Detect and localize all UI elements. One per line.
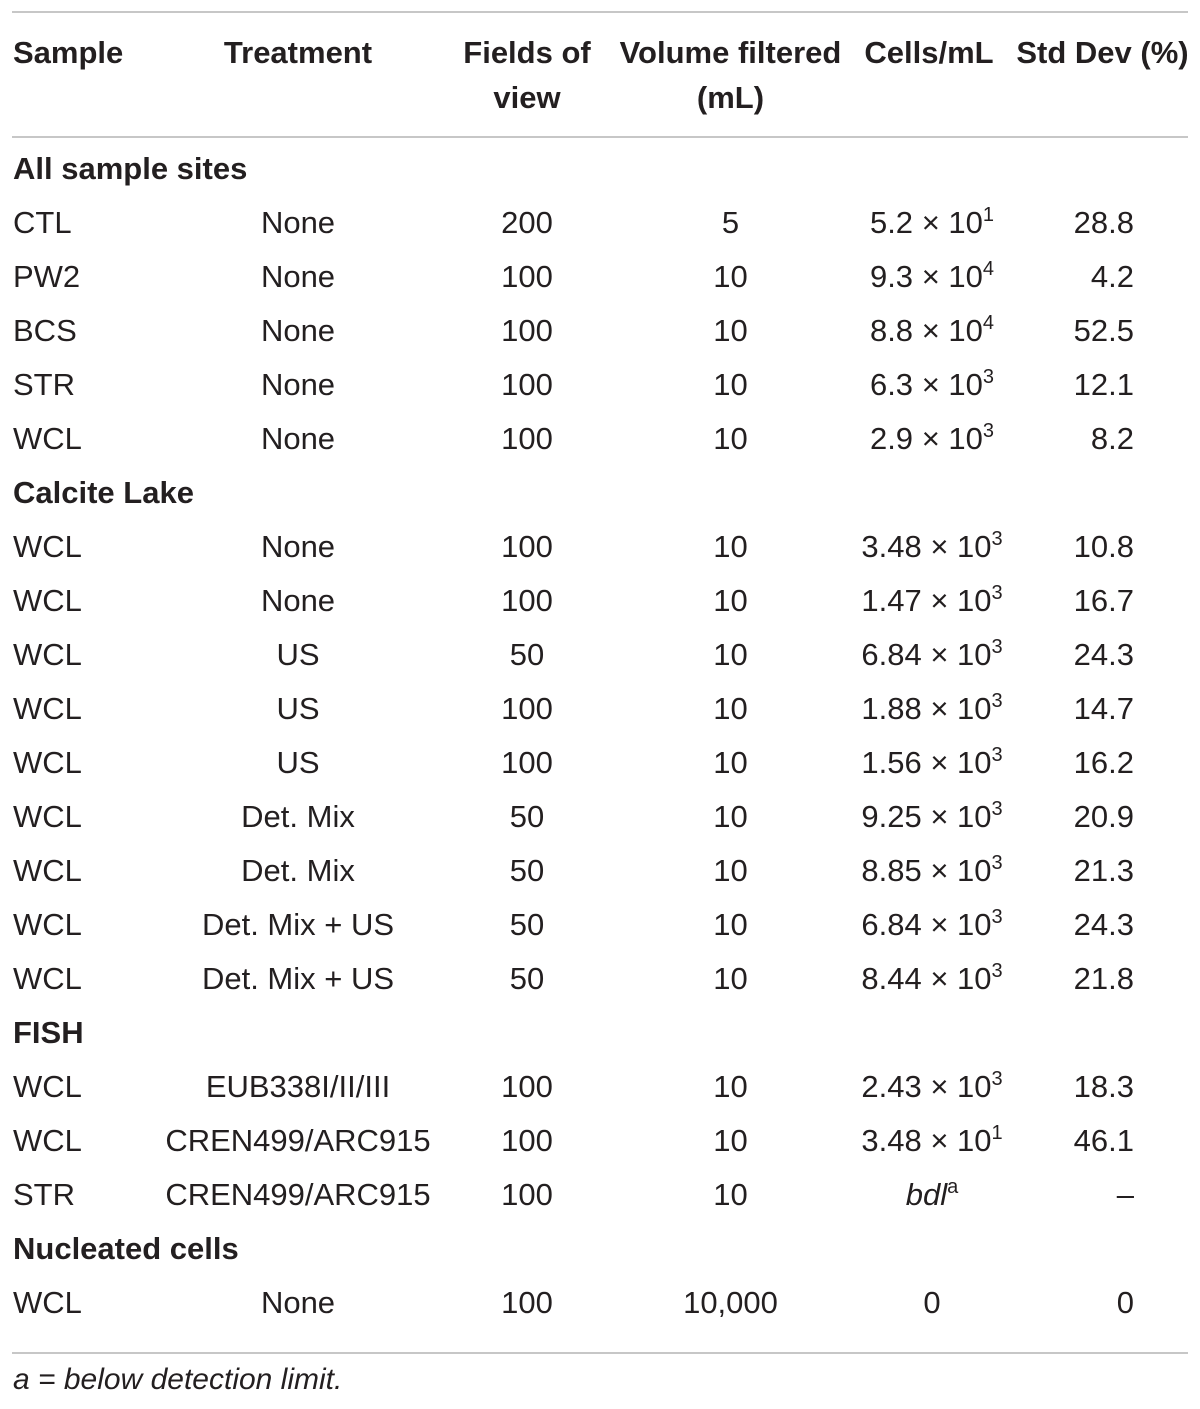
table-body <box>0 126 1200 1330</box>
cells-mantissa: 8.44 <box>861 961 922 996</box>
footnote-marker: a <box>947 1176 959 1198</box>
std-dev-cell: 12.1 <box>1073 367 1134 402</box>
times-sign: × <box>930 637 949 672</box>
cells-exponent: 1 <box>991 1122 1003 1144</box>
section-row <box>0 142 1200 196</box>
cells-per-ml-cell <box>853 520 1005 574</box>
table-row <box>0 844 1200 898</box>
cells-base: 10 <box>957 691 992 726</box>
times-sign: × <box>930 907 949 942</box>
std-dev-cell: 20.9 <box>1073 799 1134 834</box>
std-dev-cell: 21.8 <box>1073 961 1134 996</box>
std-dev-cell: 0 <box>1116 1285 1134 1320</box>
col-header-volume-filtered: Volume filtered (mL) <box>619 35 842 115</box>
times-sign: × <box>930 583 949 618</box>
section-title: All sample sites <box>13 151 248 186</box>
table-row <box>0 574 1200 628</box>
treatment-cell: Det. Mix + US <box>201 961 395 996</box>
cells-mantissa: 2.9 <box>869 421 914 456</box>
volume-filtered-cell: 10 <box>713 691 748 726</box>
std-dev-cell: 14.7 <box>1073 691 1134 726</box>
treatment-cell: None <box>260 583 336 618</box>
volume-filtered-cell: 10 <box>713 961 748 996</box>
sample-cell: WCL <box>13 691 82 726</box>
fields-of-view-cell: 100 <box>501 1285 553 1320</box>
treatment-cell: CREN499/ARC915 <box>165 1177 431 1212</box>
std-dev-cell: 16.7 <box>1073 583 1134 618</box>
volume-filtered-cell: 10 <box>713 1123 748 1158</box>
table-row <box>0 304 1200 358</box>
cells-per-ml-cell <box>853 628 1005 682</box>
table-row <box>0 898 1200 952</box>
volume-filtered-cell: 10 <box>713 529 748 564</box>
cells-exponent: 3 <box>991 744 1003 766</box>
cells-exponent: 3 <box>991 960 1003 982</box>
table-row <box>0 1276 1200 1330</box>
fields-of-view-cell: 100 <box>501 367 553 402</box>
col-header-treatment: Treatment <box>223 35 373 70</box>
times-sign: × <box>921 367 940 402</box>
cells-base: 10 <box>948 367 983 402</box>
cells-exponent: 4 <box>982 258 995 280</box>
cells-per-ml-cell <box>853 1276 1005 1330</box>
times-sign: × <box>930 799 949 834</box>
cells-base: 10 <box>957 745 992 780</box>
std-dev-cell: 8.2 <box>1090 421 1134 456</box>
cells-base: 10 <box>957 583 992 618</box>
times-sign: × <box>930 853 949 888</box>
cells-per-ml-cell <box>853 1114 1005 1168</box>
volume-filtered-cell: 10 <box>713 313 748 348</box>
fields-of-view-cell: 100 <box>501 529 553 564</box>
fields-of-view-cell: 100 <box>501 691 553 726</box>
cells-per-ml-cell <box>853 304 1005 358</box>
volume-filtered-cell: 10,000 <box>683 1285 778 1320</box>
volume-filtered-cell: 10 <box>713 637 748 672</box>
cells-value: 0 <box>923 1285 941 1320</box>
volume-filtered-cell: 10 <box>713 799 748 834</box>
sample-cell: STR <box>13 1177 75 1212</box>
volume-filtered-cell: 10 <box>713 367 748 402</box>
header-row <box>0 20 1200 126</box>
table-row <box>0 1060 1200 1114</box>
section-row <box>0 1006 1200 1060</box>
treatment-cell: None <box>260 367 336 402</box>
treatment-cell: None <box>260 205 336 240</box>
cells-per-ml-cell <box>853 736 1005 790</box>
fields-of-view-cell: 50 <box>509 853 545 888</box>
cells-base: 10 <box>948 421 983 456</box>
cells-exponent: 3 <box>982 366 995 388</box>
std-dev-cell: 46.1 <box>1073 1123 1134 1158</box>
section-row <box>0 1222 1200 1276</box>
table-row <box>0 250 1200 304</box>
sample-cell: WCL <box>13 421 82 456</box>
cells-per-ml-cell <box>853 574 1005 628</box>
times-sign: × <box>921 205 940 240</box>
times-sign: × <box>930 745 949 780</box>
fields-of-view-cell: 100 <box>501 421 553 456</box>
section-row <box>0 466 1200 520</box>
cells-exponent: 3 <box>991 636 1003 658</box>
sample-cell: CTL <box>13 205 72 240</box>
table-row <box>0 736 1200 790</box>
cells-base: 10 <box>957 853 992 888</box>
col-header-std-dev: Std Dev (%) <box>1016 35 1189 70</box>
table-row <box>0 790 1200 844</box>
top-rule <box>12 11 1188 13</box>
fields-of-view-cell: 50 <box>509 907 545 942</box>
section-title: FISH <box>13 1015 84 1050</box>
std-dev-cell: 18.3 <box>1073 1069 1134 1104</box>
cells-exponent: 3 <box>991 582 1003 604</box>
table-row <box>0 628 1200 682</box>
treatment-cell: None <box>260 421 336 456</box>
table-row <box>0 358 1200 412</box>
treatment-cell: None <box>260 259 336 294</box>
cells-per-ml-cell <box>853 412 1005 466</box>
col-header-sample: Sample <box>13 35 124 70</box>
cells-base: 10 <box>957 637 992 672</box>
table-row <box>0 682 1200 736</box>
treatment-cell: US <box>276 745 320 780</box>
times-sign: × <box>930 1123 949 1158</box>
treatment-cell: US <box>276 637 320 672</box>
cells-base: 10 <box>948 259 983 294</box>
cells-base: 10 <box>957 529 992 564</box>
treatment-cell: Det. Mix + US <box>201 907 395 942</box>
treatment-cell: None <box>260 1285 336 1320</box>
treatment-cell: Det. Mix <box>241 799 355 834</box>
cells-exponent: 3 <box>991 690 1003 712</box>
cells-per-ml-cell <box>853 1168 1005 1222</box>
table-row <box>0 1114 1200 1168</box>
fields-of-view-cell: 100 <box>501 313 553 348</box>
cells-per-ml-cell <box>853 844 1005 898</box>
cells-per-ml-cell <box>853 898 1005 952</box>
cells-per-ml-cell <box>853 790 1005 844</box>
fields-of-view-cell: 100 <box>501 745 553 780</box>
volume-filtered-cell: 10 <box>713 583 748 618</box>
cells-mantissa: 1.88 <box>861 691 922 726</box>
cells-base: 10 <box>957 907 992 942</box>
std-dev-cell: 24.3 <box>1073 637 1134 672</box>
treatment-cell: Det. Mix <box>241 853 355 888</box>
treatment-cell: EUB338I/II/III <box>205 1069 391 1104</box>
cells-mantissa: 6.84 <box>861 637 922 672</box>
spacer-row <box>0 126 1200 142</box>
table-row <box>0 952 1200 1006</box>
std-dev-cell: 52.5 <box>1073 313 1134 348</box>
std-dev-cell: – <box>1116 1177 1134 1212</box>
cells-mantissa: 3.48 <box>861 1123 922 1158</box>
cells-base: 10 <box>948 313 983 348</box>
sample-cell: WCL <box>13 1285 82 1320</box>
sample-cell: BCS <box>13 313 77 348</box>
std-dev-cell: 10.8 <box>1073 529 1134 564</box>
times-sign: × <box>921 259 940 294</box>
sample-cell: STR <box>13 367 75 402</box>
times-sign: × <box>930 529 949 564</box>
fields-of-view-cell: 200 <box>501 205 553 240</box>
cells-exponent: 1 <box>982 204 995 226</box>
cells-value: bdl <box>905 1177 948 1212</box>
times-sign: × <box>921 421 940 456</box>
cells-mantissa: 6.3 <box>869 367 914 402</box>
volume-filtered-cell: 10 <box>713 745 748 780</box>
cells-exponent: 3 <box>991 528 1003 550</box>
sample-cell: PW2 <box>13 259 81 294</box>
fields-of-view-cell: 100 <box>501 259 553 294</box>
volume-filtered-cell: 10 <box>713 907 748 942</box>
std-dev-cell: 16.2 <box>1073 745 1134 780</box>
cells-mantissa: 8.85 <box>861 853 922 888</box>
fields-of-view-cell: 100 <box>501 1123 553 1158</box>
sample-cell: WCL <box>13 745 82 780</box>
cells-mantissa: 1.56 <box>861 745 922 780</box>
sample-cell: WCL <box>13 853 82 888</box>
cells-exponent: 4 <box>982 312 995 334</box>
cells-base: 10 <box>957 961 992 996</box>
fields-of-view-cell: 50 <box>509 799 545 834</box>
std-dev-cell: 21.3 <box>1073 853 1134 888</box>
cell-count-table <box>0 20 1200 1330</box>
volume-filtered-cell: 10 <box>713 421 748 456</box>
table-row <box>0 1168 1200 1222</box>
volume-filtered-cell: 10 <box>713 259 748 294</box>
cells-mantissa: 9.25 <box>861 799 922 834</box>
sample-cell: WCL <box>13 637 82 672</box>
table-row <box>0 520 1200 574</box>
sample-cell: WCL <box>13 1123 82 1158</box>
table-row <box>0 412 1200 466</box>
spacer-cell <box>0 126 1200 142</box>
std-dev-cell: 28.8 <box>1073 205 1134 240</box>
cells-per-ml-cell <box>853 196 1005 250</box>
treatment-cell: CREN499/ARC915 <box>165 1123 431 1158</box>
col-header-fields-of-view: Fields of view <box>463 35 591 115</box>
cells-per-ml-cell <box>853 1060 1005 1114</box>
times-sign: × <box>930 961 949 996</box>
cells-exponent: 3 <box>982 420 995 442</box>
sample-cell: WCL <box>13 907 82 942</box>
fields-of-view-cell: 100 <box>501 583 553 618</box>
volume-filtered-cell: 10 <box>713 853 748 888</box>
cells-mantissa: 1.47 <box>861 583 922 618</box>
fields-of-view-cell: 50 <box>509 961 545 996</box>
volume-filtered-cell: 5 <box>721 205 740 240</box>
cells-base: 10 <box>957 1123 992 1158</box>
bottom-rule <box>12 1352 1188 1354</box>
footnote: a = below detection limit. <box>13 1363 343 1396</box>
volume-filtered-cell: 10 <box>713 1069 748 1104</box>
cells-mantissa: 3.48 <box>861 529 922 564</box>
sample-cell: WCL <box>13 529 82 564</box>
col-header-cells-per-ml: Cells/mL <box>864 35 994 70</box>
cells-mantissa: 2.43 <box>861 1069 922 1104</box>
cells-per-ml-cell <box>853 952 1005 1006</box>
std-dev-cell: 4.2 <box>1090 259 1134 294</box>
volume-filtered-cell: 10 <box>713 1177 748 1212</box>
cells-exponent: 3 <box>991 1068 1003 1090</box>
treatment-cell: US <box>276 691 320 726</box>
sample-cell: WCL <box>13 1069 82 1104</box>
fields-of-view-cell: 100 <box>501 1069 553 1104</box>
cells-base: 10 <box>957 1069 992 1104</box>
times-sign: × <box>921 313 940 348</box>
sample-cell: WCL <box>13 583 82 618</box>
cells-per-ml-cell <box>853 358 1005 412</box>
times-sign: × <box>930 691 949 726</box>
cells-mantissa: 8.8 <box>869 313 914 348</box>
cells-mantissa: 6.84 <box>861 907 922 942</box>
table-row <box>0 196 1200 250</box>
std-dev-cell: 24.3 <box>1073 907 1134 942</box>
section-title: Nucleated cells <box>13 1231 239 1266</box>
cells-exponent: 3 <box>991 852 1003 874</box>
cells-mantissa: 5.2 <box>869 205 914 240</box>
cells-base: 10 <box>948 205 983 240</box>
fields-of-view-cell: 100 <box>501 1177 553 1212</box>
fields-of-view-cell: 50 <box>509 637 545 672</box>
sample-cell: WCL <box>13 961 82 996</box>
treatment-cell: None <box>260 313 336 348</box>
cells-base: 10 <box>957 799 992 834</box>
times-sign: × <box>930 1069 949 1104</box>
section-title: Calcite Lake <box>13 475 194 510</box>
cells-exponent: 3 <box>991 798 1003 820</box>
treatment-cell: None <box>260 529 336 564</box>
sample-cell: WCL <box>13 799 82 834</box>
cells-per-ml-cell <box>853 250 1005 304</box>
cells-mantissa: 9.3 <box>869 259 914 294</box>
cells-exponent: 3 <box>991 906 1003 928</box>
cells-per-ml-cell <box>853 682 1005 736</box>
